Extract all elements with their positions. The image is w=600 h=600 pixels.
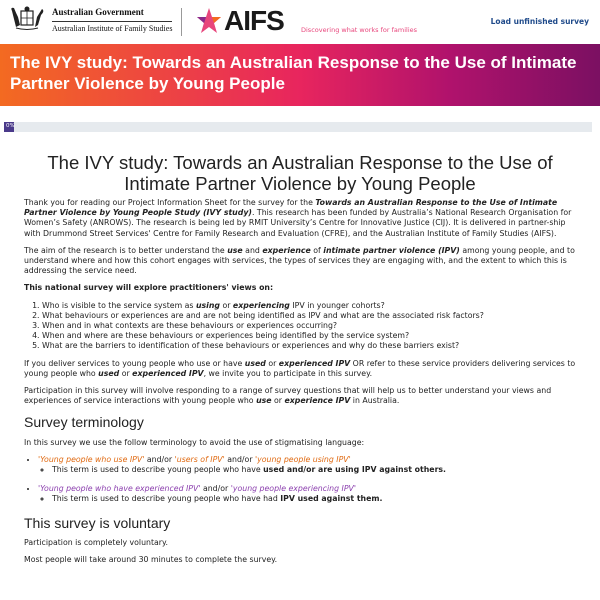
intro-paragraph xyxy=(24,198,576,239)
list-item: 4. When and where are these behaviours or experiences being identified by the service system? xyxy=(42,331,576,341)
text: . This research has been funded by Australia’s National Research Organisation for Women’s Safety (ANROWS). The research is being led by RMIT University’s Centre for Innovative Justice (CIJ). It is delivered in partner-ship with Drummond Street Services' Centre for Family Research and Evaluation (CFRE), and the Australian Institute of Family Studies (AIFS). xyxy=(24,208,572,238)
text: OR refer to these service providers delivering services to young people who xyxy=(24,358,576,378)
emphasis: using xyxy=(195,300,220,310)
voluntary-text: Participation is completely voluntary. xyxy=(24,537,168,547)
text: IPV in younger cohorts? xyxy=(289,300,385,310)
aifs-star-icon xyxy=(196,7,222,35)
list-item: 3. When and in what contexts are these behaviours or experiences occurring? xyxy=(42,321,576,331)
aifs-logo xyxy=(196,5,284,37)
text: and/or xyxy=(224,454,256,464)
sub-list xyxy=(52,494,576,504)
emphasis: experiencing xyxy=(232,300,290,310)
terminology-intro: In this survey we use the follow terminology to avoid the use of stigmatising language: xyxy=(24,437,365,447)
term: 'Young people who use IPV' xyxy=(38,454,145,464)
list-item xyxy=(38,455,576,475)
text: , we invite you to participate in this survey. xyxy=(203,368,373,378)
text: Thank you for reading our Project Information Sheet for the survey for the xyxy=(24,198,316,207)
emphasis: experience IPV xyxy=(284,396,351,406)
study-name: Towards an Australian Response to the Use of Intimate Partner Violence by Young People Study (IVY study) xyxy=(24,198,558,218)
coat-of-arms-icon xyxy=(8,5,46,31)
text: The aim of the research is to better understand the xyxy=(24,245,228,255)
aim-paragraph xyxy=(24,246,576,277)
term: 'young people experiencing IPV' xyxy=(230,484,357,494)
research-questions-list xyxy=(42,301,576,352)
list-item xyxy=(52,494,576,504)
page-title: The IVY study: Towards an Australian Response to the Use of Intimate Partner Violence by Young People xyxy=(47,152,553,194)
text: This term is used to describe young people who have xyxy=(52,465,264,475)
list-item xyxy=(42,301,576,311)
text: in Australia. xyxy=(350,396,400,406)
emphasis: used and/or are using IPV against others. xyxy=(263,465,447,475)
term: 'Young people who have experienced IPV' xyxy=(38,484,201,494)
load-unfinished-survey-link[interactable]: Load unfinished survey xyxy=(490,17,589,26)
text: or xyxy=(271,396,285,406)
emphasis: use xyxy=(227,245,243,255)
participation-paragraph xyxy=(24,386,576,406)
emphasis: use xyxy=(256,396,272,406)
text: and/or xyxy=(144,454,175,464)
tagline: Discovering what works for families xyxy=(301,26,418,34)
text: This term is used to describe young people who have had xyxy=(52,494,281,504)
aifs-wordmark: AIFS xyxy=(224,4,284,36)
text: and xyxy=(242,245,263,255)
emphasis: intimate partner violence (IPV) xyxy=(323,245,460,255)
emphasis: used xyxy=(98,368,120,378)
list-item: 2. What behaviours or experiences are and are not being identified as IPV and what are the associated risk factors? xyxy=(42,311,576,321)
explore-heading: This national survey will explore practitioners' views on: xyxy=(24,283,274,293)
text: and/or xyxy=(200,484,231,494)
list-item xyxy=(52,465,576,475)
survey-intro xyxy=(0,132,600,565)
title-banner xyxy=(0,44,600,106)
banner-title: The IVY study: Towards an Australian Response to the Use of Intimate Partner Violence by Young People xyxy=(10,53,577,93)
voluntary-heading: This survey is voluntary xyxy=(24,514,171,531)
term: 'young people using IPV' xyxy=(255,454,351,464)
text: of xyxy=(310,245,324,255)
text: or xyxy=(219,300,233,310)
text: or xyxy=(265,358,279,368)
emphasis: used xyxy=(244,358,266,368)
text: or xyxy=(119,368,133,378)
progress-label: 0% xyxy=(6,123,15,129)
text: Who is visible to the service system as xyxy=(42,300,196,310)
government-logo xyxy=(8,5,172,34)
emphasis: experienced IPV xyxy=(278,358,351,368)
invite-paragraph xyxy=(24,359,576,379)
emphasis: experience xyxy=(262,245,311,255)
term: 'users of IPV' xyxy=(174,454,225,464)
text: Participation in this survey will involve responding to a range of survey questions that will help us to better understand your views and experiences of service interactions with young people who xyxy=(24,386,552,406)
emphasis: experienced IPV xyxy=(132,368,204,378)
institute-name: Australian Institute of Family Studies xyxy=(52,21,172,34)
top-bar xyxy=(0,0,600,44)
text: If you deliver services to young people who use or have xyxy=(24,358,245,368)
terminology-list xyxy=(38,455,576,505)
duration-text: Most people will take around 30 minutes to complete the survey. xyxy=(24,555,278,565)
logo-divider xyxy=(181,8,182,36)
list-item: 5. What are the barriers to identification of these behaviours or experiences and why do these barriers exist? xyxy=(42,341,576,351)
text: among young people, and to understand where and how this cohort engages with services, the types of services they are engaging with, and the extent to which this is addressing the service need. xyxy=(24,245,575,276)
progress-bar xyxy=(4,122,592,132)
list-item xyxy=(38,484,576,504)
sub-list xyxy=(52,465,576,475)
emphasis: IPV used against them. xyxy=(280,494,383,504)
terminology-heading: Survey terminology xyxy=(24,414,144,431)
gov-name: Australian Government xyxy=(52,7,144,17)
